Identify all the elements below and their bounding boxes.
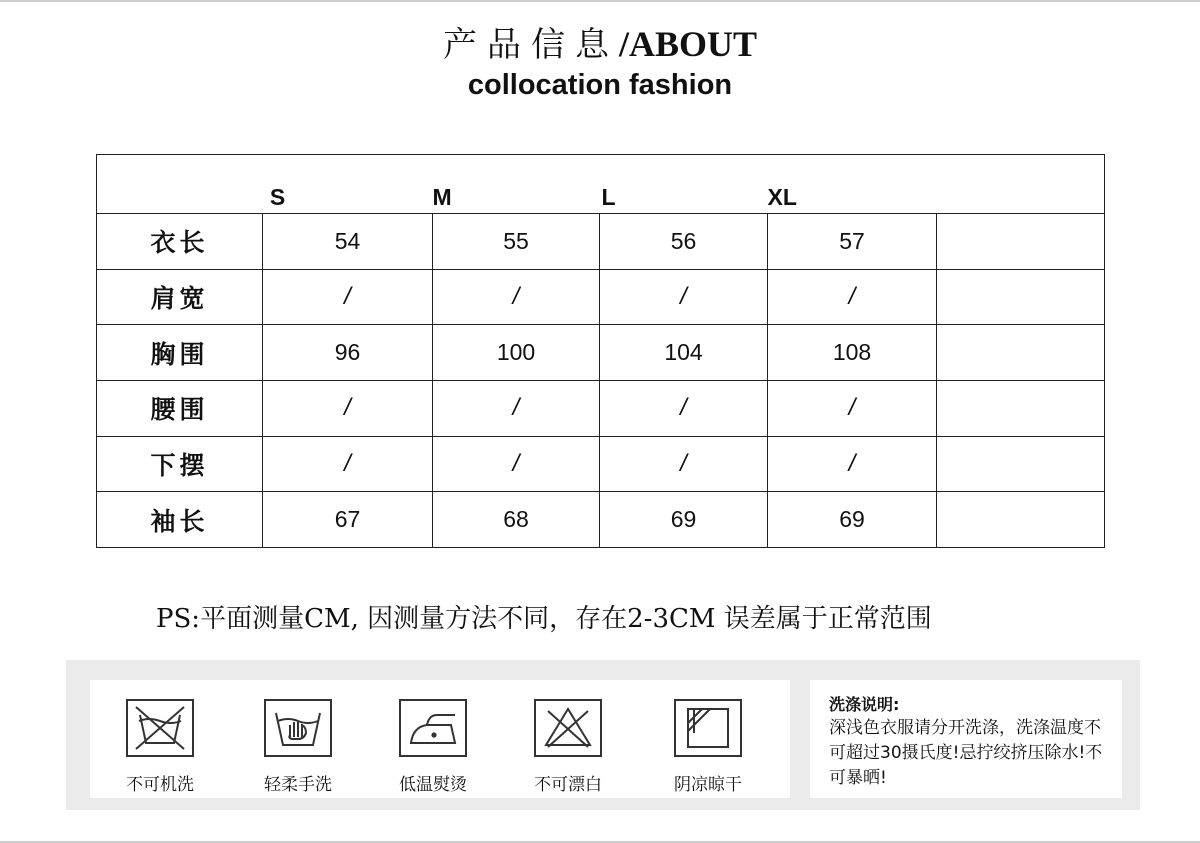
empty-cell xyxy=(937,214,1105,270)
size-header-row xyxy=(97,155,1105,214)
row-label: 胸围 xyxy=(97,325,263,381)
care-label: 低温熨烫 xyxy=(399,775,467,795)
measurement-note: PS:平面测量CM, 因测量方法不同，存在2-3CM 误差属于正常范围 xyxy=(156,604,932,634)
no-bleach-icon xyxy=(532,697,604,759)
care-label: 轻柔手洗 xyxy=(264,775,332,795)
care-label: 阴凉晾干 xyxy=(674,775,742,795)
empty-cell xyxy=(937,436,1105,492)
empty-cell xyxy=(937,380,1105,436)
page-title xyxy=(0,22,1200,67)
row-label: 衣长 xyxy=(97,214,263,270)
table-cell: 69 xyxy=(600,492,768,548)
empty-cell xyxy=(937,325,1105,381)
low-temp-iron-icon xyxy=(397,697,469,759)
table-cell: / xyxy=(768,436,937,492)
corner-cell xyxy=(97,155,263,214)
table-row xyxy=(97,492,1105,548)
table-row xyxy=(97,436,1105,492)
care-notes-body: 深浅色衣服请分开洗涤，洗涤温度不可超过30摄氏度!忌拧绞挤压除水!不可暴晒! xyxy=(829,718,1103,788)
care-item xyxy=(100,697,220,795)
size-col-header: S xyxy=(263,155,433,214)
table-cell: 108 xyxy=(768,325,937,381)
table-cell: / xyxy=(768,380,937,436)
empty-col-header xyxy=(937,155,1105,214)
table-cell: 96 xyxy=(263,325,433,381)
care-label: 不可漂白 xyxy=(534,775,602,795)
empty-cell xyxy=(937,269,1105,325)
table-cell: 57 xyxy=(768,214,937,270)
table-cell: 104 xyxy=(600,325,768,381)
table-cell: / xyxy=(263,269,433,325)
size-col-header: XL xyxy=(768,155,937,214)
care-item xyxy=(238,697,358,795)
care-item xyxy=(648,697,768,795)
table-cell: / xyxy=(600,436,768,492)
table-cell: 68 xyxy=(433,492,600,548)
header xyxy=(0,22,1200,103)
row-label: 袖长 xyxy=(97,492,263,548)
table-cell: 54 xyxy=(263,214,433,270)
table-cell: / xyxy=(433,380,600,436)
table-cell: 55 xyxy=(433,214,600,270)
care-label: 不可机洗 xyxy=(126,775,194,795)
gentle-hand-wash-icon xyxy=(262,697,334,759)
empty-cell xyxy=(937,492,1105,548)
table-cell: / xyxy=(600,269,768,325)
row-label: 腰围 xyxy=(97,380,263,436)
table-cell: 56 xyxy=(600,214,768,270)
care-notes-title: 洗涤说明: xyxy=(829,695,900,714)
table-cell: / xyxy=(600,380,768,436)
table-cell: / xyxy=(768,269,937,325)
page-subtitle: collocation fashion xyxy=(467,69,733,101)
row-label: 下摆 xyxy=(97,436,263,492)
shade-dry-icon xyxy=(672,697,744,759)
title-zh: 产品信息 xyxy=(442,25,619,65)
care-item xyxy=(508,697,628,795)
table-cell: / xyxy=(263,436,433,492)
table-cell: / xyxy=(263,380,433,436)
size-table xyxy=(96,154,1105,548)
table-row xyxy=(97,380,1105,436)
table-row xyxy=(97,214,1105,270)
table-cell: 67 xyxy=(263,492,433,548)
table-cell: 100 xyxy=(433,325,600,381)
no-machine-wash-icon xyxy=(124,697,196,759)
row-label: 肩宽 xyxy=(97,269,263,325)
table-cell: / xyxy=(433,269,600,325)
table-row xyxy=(97,269,1105,325)
size-col-header: L xyxy=(600,155,768,214)
care-item xyxy=(373,697,493,795)
title-en: /ABOUT xyxy=(618,24,758,64)
table-cell: / xyxy=(433,436,600,492)
table-row xyxy=(97,325,1105,381)
size-col-header: M xyxy=(433,155,600,214)
table-cell: 69 xyxy=(768,492,937,548)
top-border xyxy=(0,0,1200,2)
